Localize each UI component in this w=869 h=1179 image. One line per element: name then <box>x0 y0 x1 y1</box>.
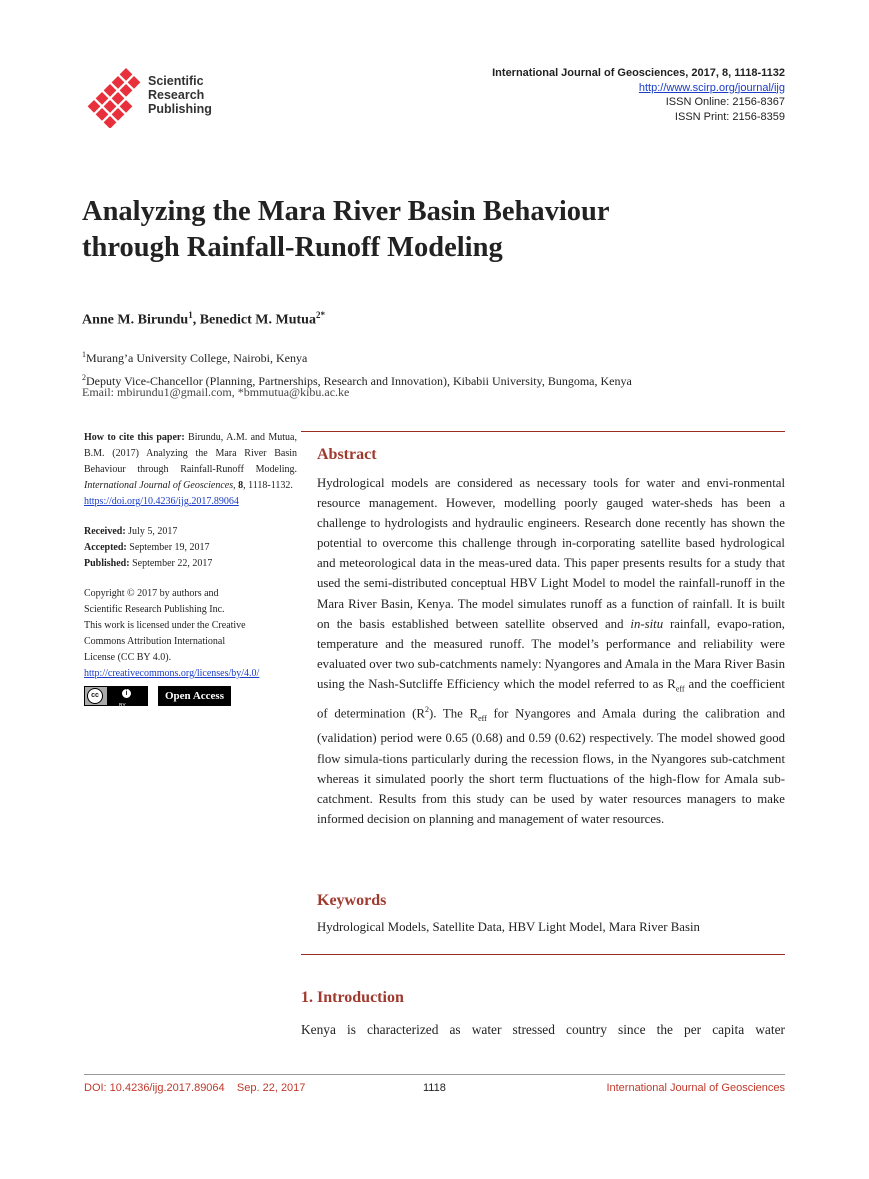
footer-date: Sep. 22, 2017 <box>236 1082 306 1094</box>
abstract-text: for Nyangores and Amala during the calibration and (validation) period were 0.65 (0.68) and 0.59 (0.62) respectively. The model showed good flow simula-tions particularly during the recession flows, in the Nyangores sub-catchment whereas it simulated poorly the short term fluctuations of the high-flow for Amala sub-catchment. Results from this study can be used by water resources managers to make informed decision on planning and management of water resources. <box>317 705 785 826</box>
published-date: September 22, 2017 <box>129 558 213 569</box>
publisher-line: Scientific <box>148 74 204 88</box>
published-label: Published: <box>84 558 130 569</box>
footer-rule <box>84 1074 785 1075</box>
cite-label: How to cite this paper: <box>84 432 185 443</box>
copyright-line: Scientific Research Publishing Inc. <box>84 604 225 615</box>
author-name: Benedict M. Mutua <box>199 312 316 328</box>
copyright-line: License (CC BY 4.0). <box>84 652 172 663</box>
by-label: BY <box>119 703 126 709</box>
abstract-heading: Abstract <box>317 446 377 463</box>
abstract-text: ). The R <box>428 705 479 720</box>
footer-journal: International Journal of Geosciences <box>606 1082 785 1094</box>
abstract-top-rule <box>301 431 785 432</box>
abstract-italic: in-situ <box>630 616 664 631</box>
paper-title <box>82 194 782 266</box>
by-block <box>107 687 147 709</box>
keywords-text: Hydrological Models, Satellite Data, HBV Light Model, Mara River Basin <box>317 920 700 934</box>
r2-superscript: 2 <box>424 704 429 714</box>
accepted-label: Accepted: <box>84 542 127 553</box>
author-separator: , <box>192 312 200 328</box>
affil-mark: 1 <box>82 350 86 359</box>
sidebar <box>84 430 297 709</box>
how-to-cite <box>84 430 297 510</box>
cite-text: Birundu, A.M. and Mutua, B.M. (2017) Analyzing the Mara River Basin Behaviour through Rainfall-Runoff Modeling. <box>84 432 297 475</box>
cite-separator: , <box>233 480 239 491</box>
issn-online: ISSN Online: 2156-8367 <box>665 96 785 108</box>
title-line: through Rainfall-Runoff Modeling <box>82 232 503 263</box>
copyright-line: Copyright © 2017 by authors and <box>84 588 219 599</box>
copyright-notice <box>84 586 297 709</box>
person-icon: i <box>121 688 132 699</box>
cite-pages: , 1118-1132. <box>243 480 293 491</box>
page-number: 1118 <box>423 1082 446 1094</box>
affiliation <box>82 345 632 368</box>
doi-link[interactable]: https://doi.org/10.4236/ijg.2017.89064 <box>84 496 239 507</box>
affiliation-text: Murang’a University College, Nairobi, Kenya <box>86 351 308 365</box>
open-access-badge[interactable]: Open Access <box>158 686 231 706</box>
received-label: Received: <box>84 526 126 537</box>
journal-url-link[interactable]: http://www.scirp.org/journal/ijg <box>638 81 785 94</box>
copyright-line: Commons Attribution International <box>84 636 226 647</box>
author-name: Anne M. Birundu <box>82 312 189 328</box>
affiliation-text: Deputy Vice-Chancellor (Planning, Partnerships, Research and Innovation), Kibabii University, Bungoma, Kenya <box>86 374 632 388</box>
journal-info <box>492 66 785 124</box>
issn-print: ISSN Print: 2156-8359 <box>674 110 785 123</box>
cc-logo-icon: cc <box>87 688 103 704</box>
footer-doi <box>84 1082 305 1094</box>
abstract-bottom-rule <box>301 954 785 955</box>
author-affil-mark: 2* <box>315 310 325 320</box>
footer-doi-text: DOI: 10.4236/ijg.2017.89064 <box>84 1082 225 1094</box>
license-link[interactable]: http://creativecommons.org/licenses/by/4.0/ <box>84 668 260 679</box>
abstract-text: and the coefficient of determination (R <box>317 676 785 720</box>
authors <box>82 310 325 329</box>
copyright-line: This work is licensed under the Creative <box>84 620 246 631</box>
dates <box>84 524 297 572</box>
keywords-heading: Keywords <box>317 892 387 909</box>
reff-subscript: eff <box>478 713 487 723</box>
introduction-heading: 1. Introduction <box>301 989 404 1006</box>
abstract-text: Hydrological models are considered as necessary tools for water and envi-ronmental resource management. However, modelling poorly gauged water-sheds has been a challenge to hydrologists and hydraulic engineers. Research done recently has shown the potential to overcome this challenge through in-corporating satellite based hydrological and meteorological data in the meas-ured data. This paper presents results for a study that used the semi-distributed conceptual HBV Light Model to model the rainfall-runoff in the Mara River Basin, Kenya. The model simulates runoff as a function of rainfall. It is built on the basis established between satellite observed and <box>317 476 785 631</box>
cite-volume: 8 <box>238 480 244 491</box>
author-email: Email: mbirundu1@gmail.com, *bmmutua@kibu.ac.ke <box>82 385 350 399</box>
publisher-line: Publishing <box>148 102 212 116</box>
author-affil-mark: 1 <box>188 310 193 320</box>
cite-journal: International Journal of Geosciences <box>84 480 234 491</box>
accepted-date: September 19, 2017 <box>126 542 210 553</box>
abstract-text: rainfall, evapo-ration, temperature and the measured runoff. The model’s performance and reliability were evaluated over two sub-catchments namely: Nyangores and Amala in the Mara River Basin using the Nash-Sutcliffe Efficiency which the model referred to as R <box>317 616 785 691</box>
affil-mark: 2 <box>82 373 86 382</box>
journal-citation: International Journal of Geosciences, 2017, 8, 1118-1132 <box>492 67 785 79</box>
introduction-text: Kenya is characterized as water stressed country since the per capita water <box>301 1022 785 1037</box>
publisher-name <box>148 74 212 116</box>
logo-diamond-icon <box>88 68 141 128</box>
abstract-body <box>317 473 785 829</box>
reff-subscript: eff <box>675 684 685 694</box>
title-line: Analyzing the Mara River Basin Behaviour <box>82 196 610 227</box>
publisher-line: Research <box>148 88 205 102</box>
cc-by-icon[interactable] <box>84 686 148 709</box>
received-date: July 5, 2017 <box>125 526 178 537</box>
